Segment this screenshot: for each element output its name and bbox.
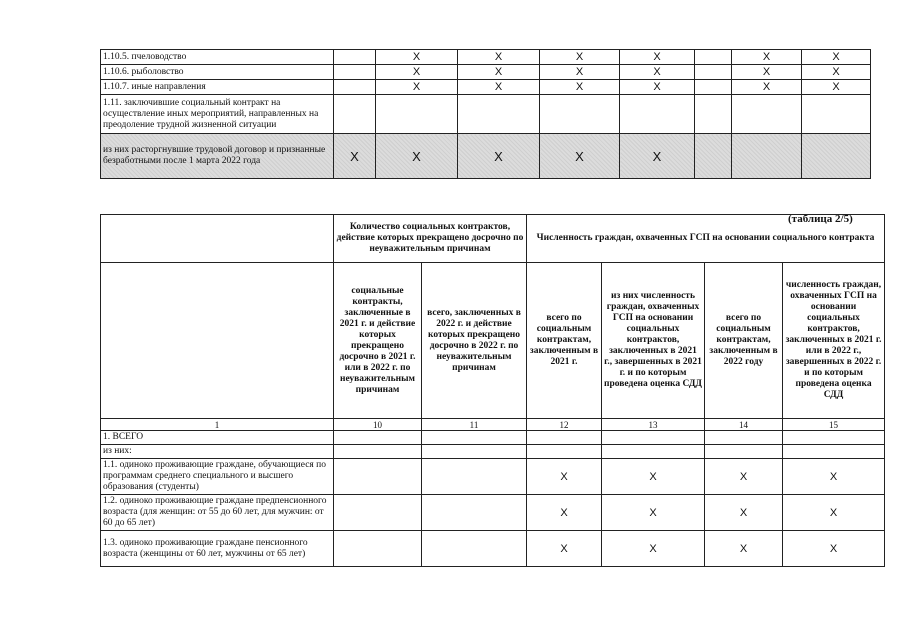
cell: X: [602, 531, 705, 567]
header-row: [101, 263, 885, 419]
cell: X: [783, 531, 885, 567]
cell: X: [705, 459, 783, 495]
cell: [422, 531, 527, 567]
col-number: 11: [422, 419, 527, 431]
cell: X: [376, 134, 458, 179]
col-header-15: численность граждан, охваченных ГСП на основании социальных контрактов, заключенных в 2021 г. или в 2022 г., завершенных в 2022 г. и по которым проведена оценка СДД: [783, 263, 885, 419]
row-label: из них расторгнувшие трудовой договор и признанные безработными после 1 марта 2022 года: [101, 134, 334, 179]
cell: [602, 445, 705, 459]
cell: X: [732, 50, 802, 65]
table-caption: (таблица 2/5): [788, 213, 853, 225]
column-number-row: [101, 419, 885, 431]
cell: [695, 50, 732, 65]
row-label: 1.1. одиноко проживающие граждане, обучающиеся по программам среднего специального и высшего образования (студенты): [101, 459, 334, 495]
cell: [422, 495, 527, 531]
cell: [732, 134, 802, 179]
cell: [695, 80, 732, 95]
table-row: [101, 65, 871, 80]
cell: X: [783, 495, 885, 531]
cell: X: [783, 459, 885, 495]
cell: X: [458, 65, 540, 80]
cell: [802, 95, 871, 134]
cell: [602, 431, 705, 445]
top-table: [100, 49, 871, 179]
table-row: [101, 80, 871, 95]
cell: X: [376, 65, 458, 80]
cell: X: [527, 531, 602, 567]
table-row: [101, 95, 871, 134]
cell: [695, 95, 732, 134]
col-header-11: всего, заключенных в 2022 г. и действие которых прекращено досрочно в 2022 г. по неуважительным причинам: [422, 263, 527, 419]
cell: [334, 495, 422, 531]
cell: X: [458, 134, 540, 179]
cell: X: [620, 134, 695, 179]
col-number: 15: [783, 419, 885, 431]
cell: [540, 95, 620, 134]
cell: X: [620, 50, 695, 65]
col-number: 10: [334, 419, 422, 431]
cell: X: [802, 65, 871, 80]
col-header-13: из них численность граждан, охваченных ГСП на основании социальных контрактов, заключенных в 2021 г., завершенных в 2021 г. и по которым проведена оценка СДД: [602, 263, 705, 419]
cell: [334, 80, 376, 95]
cell: X: [540, 50, 620, 65]
cell: [334, 445, 422, 459]
cell: [376, 95, 458, 134]
cell: X: [802, 50, 871, 65]
row-label: из них:: [101, 445, 334, 459]
cell: [334, 431, 422, 445]
cell: X: [527, 459, 602, 495]
row-label: 1. ВСЕГО: [101, 431, 334, 445]
cell: [802, 134, 871, 179]
col-header-14: всего по социальным контрактам, заключенным в 2022 году: [705, 263, 783, 419]
empty-header-cell: [101, 215, 334, 263]
cell: X: [620, 80, 695, 95]
empty-header-cell: [101, 263, 334, 419]
table-2-5: [100, 214, 885, 567]
col-header-10: социальные контракты, заключенные в 2021 г. и действие которых прекращено досрочно в 2021 г. или в 2022 г. по неуважительным причинам: [334, 263, 422, 419]
table-row: [101, 459, 885, 495]
cell: [705, 445, 783, 459]
cell: X: [376, 50, 458, 65]
cell: X: [458, 80, 540, 95]
cell: X: [540, 80, 620, 95]
cell: X: [458, 50, 540, 65]
cell: [732, 95, 802, 134]
table-row: [101, 495, 885, 531]
cell: [334, 531, 422, 567]
cell: [783, 445, 885, 459]
cell: X: [334, 134, 376, 179]
cell: [695, 65, 732, 80]
cell: X: [732, 80, 802, 95]
row-label: 1.11. заключившие социальный контракт на осуществление иных мероприятий, направленных на преодоление трудной жизненной ситуации: [101, 95, 334, 134]
table-row: [101, 445, 885, 459]
cell: X: [602, 495, 705, 531]
col-number: 14: [705, 419, 783, 431]
cell: [527, 431, 602, 445]
cell: [695, 134, 732, 179]
cell: [422, 459, 527, 495]
table-row: [101, 431, 885, 445]
cell: X: [527, 495, 602, 531]
cell: X: [732, 65, 802, 80]
cell: [334, 50, 376, 65]
col-header-12: всего по социальным контрактам, заключенным в 2021 г.: [527, 263, 602, 419]
header-row: [101, 215, 885, 263]
table-row: [101, 50, 871, 65]
row-label: 1.10.5. пчеловодство: [101, 50, 334, 65]
table-row: [101, 531, 885, 567]
col-number: 1: [101, 419, 334, 431]
cell: [422, 431, 527, 445]
cell: [527, 445, 602, 459]
cell: [705, 431, 783, 445]
group-header-early-termination: Количество социальных контрактов, действие которых прекращено досрочно по неуважительным причинам: [334, 215, 527, 263]
cell: [334, 95, 376, 134]
cell: X: [602, 459, 705, 495]
cell: X: [540, 134, 620, 179]
group-header-gsp-coverage: Численность граждан, охваченных ГСП на основании социального контракта: [527, 215, 885, 263]
cell: [334, 65, 376, 80]
row-label: 1.10.6. рыболовство: [101, 65, 334, 80]
col-number: 13: [602, 419, 705, 431]
cell: X: [376, 80, 458, 95]
row-label: 1.10.7. иные направления: [101, 80, 334, 95]
cell: [783, 431, 885, 445]
row-label: 1.2. одиноко проживающие граждане предпенсионного возраста (для женщин: от 55 до 60 лет, для мужчин: от 60 до 65 лет): [101, 495, 334, 531]
row-label: 1.3. одиноко проживающие граждане пенсионного возраста (женщины от 60 лет, мужчины от 65 лет): [101, 531, 334, 567]
table-row: [101, 134, 871, 179]
cell: X: [620, 65, 695, 80]
cell: X: [802, 80, 871, 95]
cell: [334, 459, 422, 495]
cell: [458, 95, 540, 134]
cell: [422, 445, 527, 459]
col-number: 12: [527, 419, 602, 431]
cell: X: [705, 495, 783, 531]
cell: X: [705, 531, 783, 567]
cell: [620, 95, 695, 134]
cell: X: [540, 65, 620, 80]
